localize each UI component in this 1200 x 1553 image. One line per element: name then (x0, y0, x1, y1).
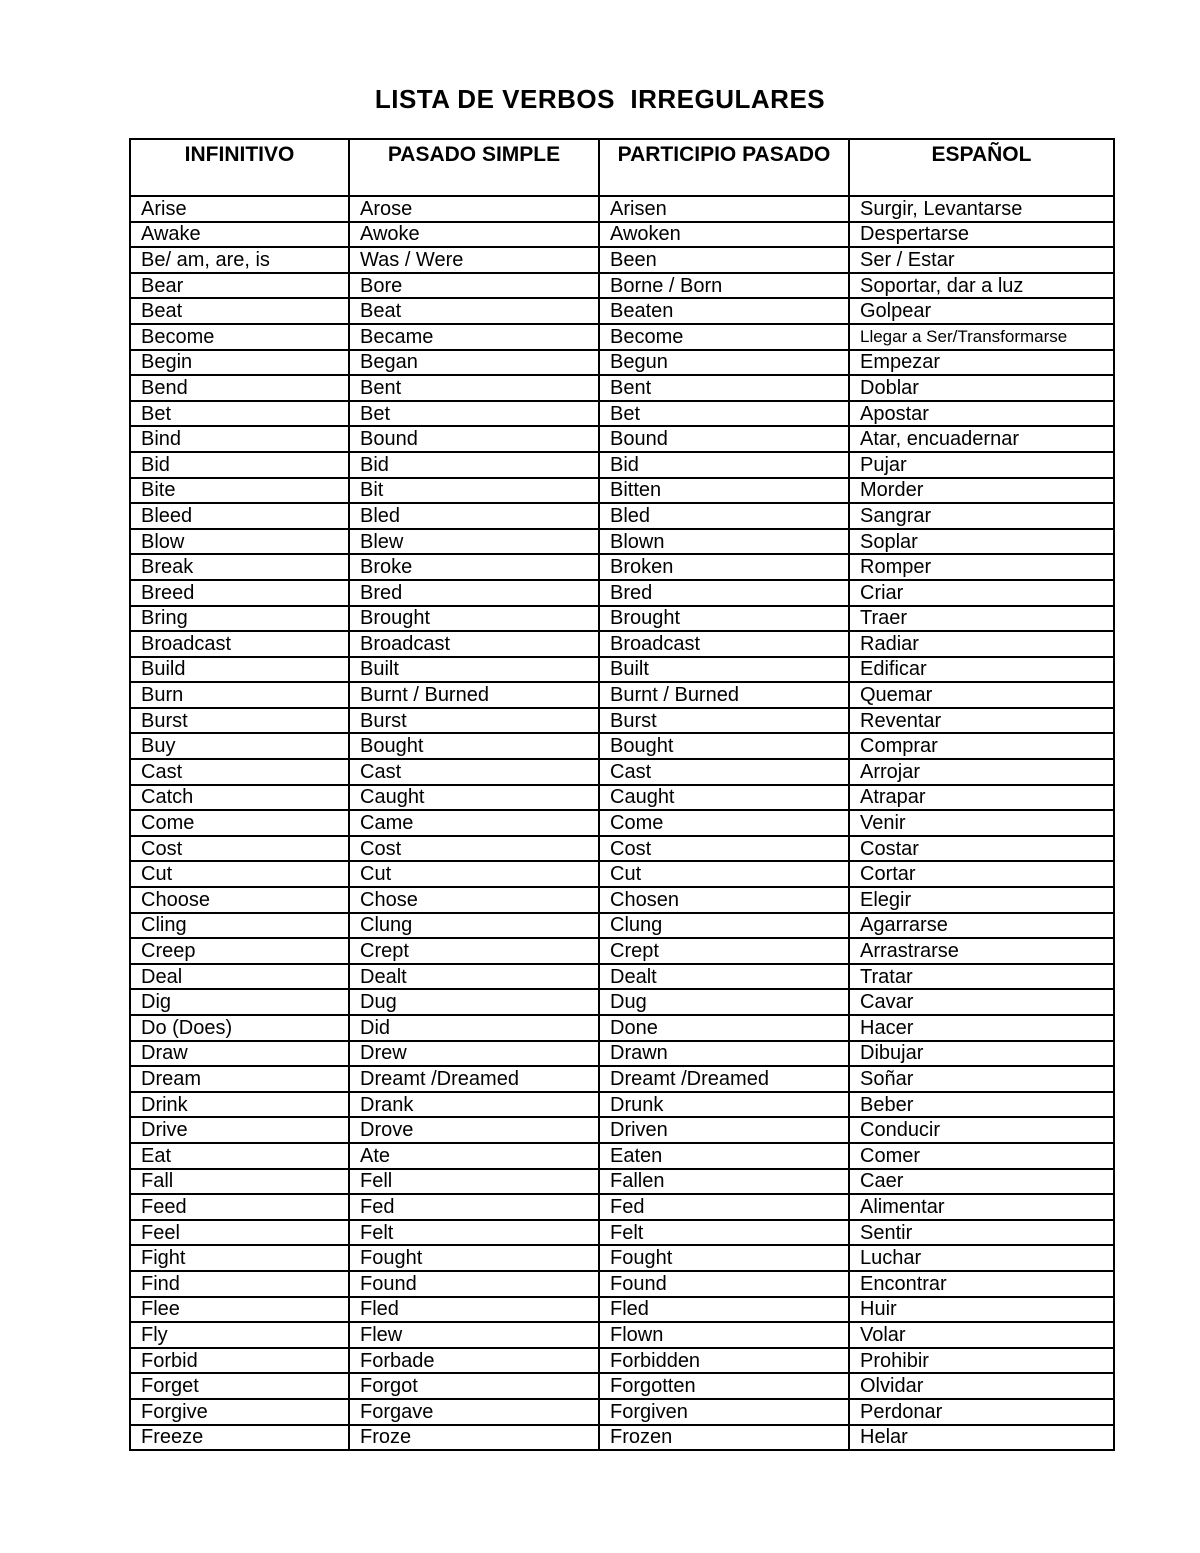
spanish-cell: Arrastrarse (849, 938, 1114, 964)
table-row (130, 631, 1114, 657)
past-simple-cell: Crept (349, 938, 599, 964)
past-participle-cell: Bitten (599, 478, 849, 504)
past-participle-cell: Found (599, 1271, 849, 1297)
table-row (130, 1322, 1114, 1348)
table-row (130, 836, 1114, 862)
table-row (130, 1297, 1114, 1323)
table-row (130, 733, 1114, 759)
past-simple-cell: Built (349, 657, 599, 683)
past-participle-cell: Bet (599, 401, 849, 427)
past-simple-cell: Bled (349, 503, 599, 529)
table-row (130, 1066, 1114, 1092)
past-simple-cell: Found (349, 1271, 599, 1297)
table-row (130, 887, 1114, 913)
past-participle-cell: Become (599, 324, 849, 350)
infinitive-cell: Drive (130, 1117, 349, 1143)
table-row (130, 1220, 1114, 1246)
infinitive-cell: Fight (130, 1245, 349, 1271)
header-pasado-simple: PASADO SIMPLE (349, 139, 599, 196)
spanish-cell: Doblar (849, 375, 1114, 401)
past-participle-cell: Arisen (599, 196, 849, 222)
spanish-cell: Huir (849, 1297, 1114, 1323)
infinitive-cell: Bleed (130, 503, 349, 529)
table-row (130, 324, 1114, 350)
past-participle-cell: Been (599, 247, 849, 273)
past-simple-cell: Bet (349, 401, 599, 427)
table-header-row (130, 139, 1114, 196)
spanish-cell: Caer (849, 1169, 1114, 1195)
table-row (130, 1169, 1114, 1195)
past-participle-cell: Drunk (599, 1092, 849, 1118)
header-participio-pasado: PARTICIPIO PASADO (599, 139, 849, 196)
infinitive-cell: Forgive (130, 1399, 349, 1425)
past-participle-cell: Forgotten (599, 1373, 849, 1399)
past-simple-cell: Drank (349, 1092, 599, 1118)
infinitive-cell: Bid (130, 452, 349, 478)
past-simple-cell: Bid (349, 452, 599, 478)
infinitive-cell: Catch (130, 785, 349, 811)
past-participle-cell: Chosen (599, 887, 849, 913)
table-row (130, 350, 1114, 376)
infinitive-cell: Draw (130, 1041, 349, 1067)
past-simple-cell: Cost (349, 836, 599, 862)
table-row (130, 1092, 1114, 1118)
table-row (130, 964, 1114, 990)
past-simple-cell: Fought (349, 1245, 599, 1271)
past-participle-cell: Dug (599, 989, 849, 1015)
past-participle-cell: Eaten (599, 1143, 849, 1169)
infinitive-cell: Breed (130, 580, 349, 606)
spanish-cell: Luchar (849, 1245, 1114, 1271)
spanish-cell: Surgir, Levantarse (849, 196, 1114, 222)
past-participle-cell: Flown (599, 1322, 849, 1348)
past-participle-cell: Bent (599, 375, 849, 401)
table-row (130, 606, 1114, 632)
past-participle-cell: Cut (599, 861, 849, 887)
past-participle-cell: Driven (599, 1117, 849, 1143)
spanish-cell: Empezar (849, 350, 1114, 376)
table-row (130, 1271, 1114, 1297)
spanish-cell: Edificar (849, 657, 1114, 683)
infinitive-cell: Choose (130, 887, 349, 913)
table-row (130, 810, 1114, 836)
infinitive-cell: Find (130, 1271, 349, 1297)
spanish-cell: Sentir (849, 1220, 1114, 1246)
past-participle-cell: Bought (599, 733, 849, 759)
table-row (130, 196, 1114, 222)
infinitive-cell: Be/ am, are, is (130, 247, 349, 273)
past-simple-cell: Fell (349, 1169, 599, 1195)
infinitive-cell: Bend (130, 375, 349, 401)
spanish-cell: Soplar (849, 529, 1114, 555)
infinitive-cell: Dream (130, 1066, 349, 1092)
table-row (130, 989, 1114, 1015)
infinitive-cell: Blow (130, 529, 349, 555)
past-participle-cell: Fought (599, 1245, 849, 1271)
spanish-cell: Despertarse (849, 222, 1114, 248)
header-espanol: ESPAÑOL (849, 139, 1114, 196)
infinitive-cell: Burst (130, 708, 349, 734)
infinitive-cell: Bind (130, 426, 349, 452)
infinitive-cell: Eat (130, 1143, 349, 1169)
past-simple-cell: Caught (349, 785, 599, 811)
past-simple-cell: Brought (349, 606, 599, 632)
past-participle-cell: Built (599, 657, 849, 683)
table-row (130, 375, 1114, 401)
past-simple-cell: Arose (349, 196, 599, 222)
spanish-cell: Tratar (849, 964, 1114, 990)
past-participle-cell: Forgiven (599, 1399, 849, 1425)
infinitive-cell: Cast (130, 759, 349, 785)
infinitive-cell: Cling (130, 913, 349, 939)
past-simple-cell: Cut (349, 861, 599, 887)
past-participle-cell: Felt (599, 1220, 849, 1246)
past-participle-cell: Come (599, 810, 849, 836)
table-row (130, 938, 1114, 964)
spanish-cell: Romper (849, 554, 1114, 580)
past-simple-cell: Broadcast (349, 631, 599, 657)
past-participle-cell: Burst (599, 708, 849, 734)
past-participle-cell: Frozen (599, 1425, 849, 1451)
spanish-cell: Pujar (849, 452, 1114, 478)
past-simple-cell: Clung (349, 913, 599, 939)
past-simple-cell: Bit (349, 478, 599, 504)
spanish-cell: Reventar (849, 708, 1114, 734)
table-row (130, 503, 1114, 529)
table-row (130, 554, 1114, 580)
spanish-cell: Quemar (849, 682, 1114, 708)
past-simple-cell: Dealt (349, 964, 599, 990)
infinitive-cell: Forget (130, 1373, 349, 1399)
table-row (130, 1117, 1114, 1143)
table-row (130, 247, 1114, 273)
spanish-cell: Sangrar (849, 503, 1114, 529)
spanish-cell: Conducir (849, 1117, 1114, 1143)
past-simple-cell: Bore (349, 273, 599, 299)
past-simple-cell: Flew (349, 1322, 599, 1348)
past-participle-cell: Bred (599, 580, 849, 606)
spanish-cell: Atar, encuadernar (849, 426, 1114, 452)
spanish-cell: Llegar a Ser/Transformarse (849, 324, 1114, 350)
infinitive-cell: Begin (130, 350, 349, 376)
infinitive-cell: Do (Does) (130, 1015, 349, 1041)
infinitive-cell: Bear (130, 273, 349, 299)
past-participle-cell: Bid (599, 452, 849, 478)
infinitive-cell: Broadcast (130, 631, 349, 657)
past-participle-cell: Begun (599, 350, 849, 376)
table-row (130, 222, 1114, 248)
infinitive-cell: Feel (130, 1220, 349, 1246)
past-participle-cell: Blown (599, 529, 849, 555)
spanish-cell: Ser / Estar (849, 247, 1114, 273)
spanish-cell: Comer (849, 1143, 1114, 1169)
table-row (130, 273, 1114, 299)
infinitive-cell: Fall (130, 1169, 349, 1195)
past-participle-cell: Caught (599, 785, 849, 811)
spanish-cell: Volar (849, 1322, 1114, 1348)
header-infinitivo: INFINITIVO (130, 139, 349, 196)
past-simple-cell: Dreamt /Dreamed (349, 1066, 599, 1092)
spanish-cell: Encontrar (849, 1271, 1114, 1297)
past-simple-cell: Drove (349, 1117, 599, 1143)
past-simple-cell: Forgot (349, 1373, 599, 1399)
past-participle-cell: Brought (599, 606, 849, 632)
infinitive-cell: Arise (130, 196, 349, 222)
past-participle-cell: Fed (599, 1194, 849, 1220)
page-title: LISTA DE VERBOS IRREGULARES (374, 84, 826, 114)
past-simple-cell: Burnt / Burned (349, 682, 599, 708)
infinitive-cell: Creep (130, 938, 349, 964)
table-row (130, 657, 1114, 683)
table-row (130, 1015, 1114, 1041)
table-row (130, 913, 1114, 939)
spanish-cell: Agarrarse (849, 913, 1114, 939)
past-participle-cell: Clung (599, 913, 849, 939)
past-simple-cell: Burst (349, 708, 599, 734)
infinitive-cell: Break (130, 554, 349, 580)
past-simple-cell: Ate (349, 1143, 599, 1169)
spanish-cell: Radiar (849, 631, 1114, 657)
spanish-cell: Soportar, dar a luz (849, 273, 1114, 299)
past-simple-cell: Became (349, 324, 599, 350)
past-participle-cell: Broadcast (599, 631, 849, 657)
infinitive-cell: Dig (130, 989, 349, 1015)
spanish-cell: Costar (849, 836, 1114, 862)
past-simple-cell: Bought (349, 733, 599, 759)
past-simple-cell: Cast (349, 759, 599, 785)
table-row (130, 1425, 1114, 1451)
irregular-verbs-table (129, 138, 1115, 1451)
past-participle-cell: Cast (599, 759, 849, 785)
spanish-cell: Helar (849, 1425, 1114, 1451)
past-participle-cell: Borne / Born (599, 273, 849, 299)
infinitive-cell: Become (130, 324, 349, 350)
past-simple-cell: Came (349, 810, 599, 836)
table-row (130, 1041, 1114, 1067)
table-row (130, 478, 1114, 504)
spanish-cell: Hacer (849, 1015, 1114, 1041)
infinitive-cell: Feed (130, 1194, 349, 1220)
past-simple-cell: Beat (349, 298, 599, 324)
past-participle-cell: Crept (599, 938, 849, 964)
past-participle-cell: Dreamt /Dreamed (599, 1066, 849, 1092)
past-participle-cell: Done (599, 1015, 849, 1041)
spanish-cell: Golpear (849, 298, 1114, 324)
past-simple-cell: Bound (349, 426, 599, 452)
spanish-cell: Elegir (849, 887, 1114, 913)
spanish-cell: Soñar (849, 1066, 1114, 1092)
spanish-cell: Criar (849, 580, 1114, 606)
past-participle-cell: Broken (599, 554, 849, 580)
infinitive-cell: Build (130, 657, 349, 683)
infinitive-cell: Cut (130, 861, 349, 887)
past-simple-cell: Was / Were (349, 247, 599, 273)
infinitive-cell: Cost (130, 836, 349, 862)
table-row (130, 1143, 1114, 1169)
table-row (130, 529, 1114, 555)
table-row (130, 452, 1114, 478)
spanish-cell: Traer (849, 606, 1114, 632)
spanish-cell: Atrapar (849, 785, 1114, 811)
spanish-cell: Prohibir (849, 1348, 1114, 1374)
spanish-cell: Apostar (849, 401, 1114, 427)
past-simple-cell: Fled (349, 1297, 599, 1323)
infinitive-cell: Buy (130, 733, 349, 759)
past-simple-cell: Forgave (349, 1399, 599, 1425)
infinitive-cell: Drink (130, 1092, 349, 1118)
spanish-cell: Morder (849, 478, 1114, 504)
spanish-cell: Olvidar (849, 1373, 1114, 1399)
infinitive-cell: Freeze (130, 1425, 349, 1451)
past-simple-cell: Fed (349, 1194, 599, 1220)
infinitive-cell: Flee (130, 1297, 349, 1323)
table-row (130, 759, 1114, 785)
past-participle-cell: Cost (599, 836, 849, 862)
spanish-cell: Beber (849, 1092, 1114, 1118)
table-row (130, 682, 1114, 708)
spanish-cell: Cavar (849, 989, 1114, 1015)
table-row (130, 1194, 1114, 1220)
past-participle-cell: Forbidden (599, 1348, 849, 1374)
table-row (130, 401, 1114, 427)
past-simple-cell: Began (349, 350, 599, 376)
table-row (130, 708, 1114, 734)
table-row (130, 298, 1114, 324)
infinitive-cell: Deal (130, 964, 349, 990)
past-participle-cell: Fled (599, 1297, 849, 1323)
table-row (130, 861, 1114, 887)
past-participle-cell: Bound (599, 426, 849, 452)
spanish-cell: Perdonar (849, 1399, 1114, 1425)
spanish-cell: Arrojar (849, 759, 1114, 785)
past-simple-cell: Bent (349, 375, 599, 401)
table-row (130, 1373, 1114, 1399)
table-row (130, 580, 1114, 606)
spanish-cell: Cortar (849, 861, 1114, 887)
infinitive-cell: Fly (130, 1322, 349, 1348)
past-participle-cell: Burnt / Burned (599, 682, 849, 708)
infinitive-cell: Bet (130, 401, 349, 427)
past-simple-cell: Did (349, 1015, 599, 1041)
infinitive-cell: Bring (130, 606, 349, 632)
past-simple-cell: Dug (349, 989, 599, 1015)
past-participle-cell: Fallen (599, 1169, 849, 1195)
past-simple-cell: Chose (349, 887, 599, 913)
table-row (130, 1245, 1114, 1271)
infinitive-cell: Burn (130, 682, 349, 708)
past-participle-cell: Dealt (599, 964, 849, 990)
table-row (130, 785, 1114, 811)
infinitive-cell: Forbid (130, 1348, 349, 1374)
past-participle-cell: Drawn (599, 1041, 849, 1067)
infinitive-cell: Come (130, 810, 349, 836)
table-row (130, 426, 1114, 452)
infinitive-cell: Awake (130, 222, 349, 248)
spanish-cell: Venir (849, 810, 1114, 836)
past-simple-cell: Blew (349, 529, 599, 555)
past-simple-cell: Bred (349, 580, 599, 606)
spanish-cell: Dibujar (849, 1041, 1114, 1067)
past-simple-cell: Felt (349, 1220, 599, 1246)
past-participle-cell: Beaten (599, 298, 849, 324)
past-simple-cell: Drew (349, 1041, 599, 1067)
past-simple-cell: Forbade (349, 1348, 599, 1374)
spanish-cell: Comprar (849, 733, 1114, 759)
infinitive-cell: Bite (130, 478, 349, 504)
spanish-cell: Alimentar (849, 1194, 1114, 1220)
table-row (130, 1348, 1114, 1374)
table-row (130, 1399, 1114, 1425)
past-simple-cell: Awoke (349, 222, 599, 248)
past-simple-cell: Broke (349, 554, 599, 580)
past-participle-cell: Awoken (599, 222, 849, 248)
past-simple-cell: Froze (349, 1425, 599, 1451)
infinitive-cell: Beat (130, 298, 349, 324)
past-participle-cell: Bled (599, 503, 849, 529)
table-body (130, 196, 1114, 1450)
